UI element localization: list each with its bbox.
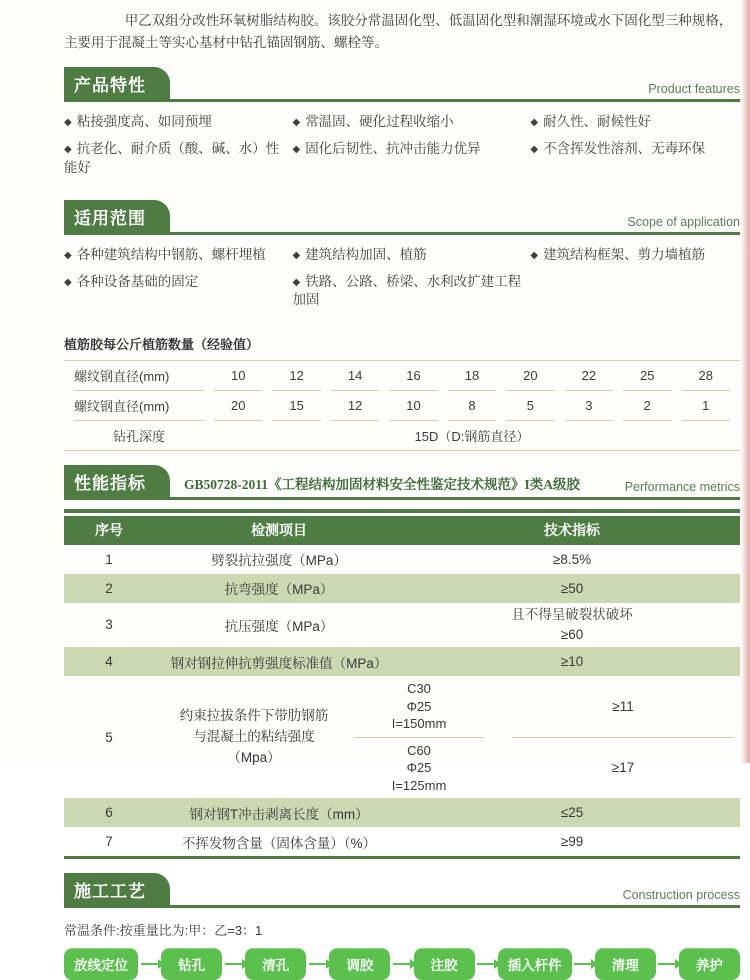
bullet-text: 建筑结构框架、剪力墙植筋 <box>543 246 706 262</box>
bullet-text: 各种设备基础的固定 <box>76 274 199 290</box>
bullet-item <box>64 113 292 131</box>
condition-line: I=125mm <box>391 777 447 793</box>
cell-value: 16 <box>389 361 437 391</box>
row-spec-value: ≥10 <box>560 654 584 669</box>
section-product-features <box>64 67 740 186</box>
row-spec-value <box>404 605 740 646</box>
diamond-bullet-icon: ◆ <box>292 117 301 129</box>
diamond-bullet-icon: ◆ <box>292 144 301 156</box>
table-row <box>64 798 740 827</box>
row-seq: 6 <box>105 805 113 821</box>
row-seq: 4 <box>105 654 113 669</box>
section-scope <box>64 200 740 319</box>
table-row <box>64 545 740 574</box>
column-header-spec: 技术指标 <box>544 522 600 538</box>
bullet-text: 耐久性、耐候性好 <box>543 114 652 130</box>
diamond-bullet-icon: ◆ <box>292 277 301 289</box>
cell-value: 25 <box>623 361 671 391</box>
section-process <box>64 873 740 980</box>
bullet-item <box>292 140 530 158</box>
intro-paragraph: 甲乙双组分改性环氧树脂结构胶。该胶分常温固化型、低温固化型和潮湿环境或水下固化型三种规格，主要用于混凝土等实心基材中钻孔锚固钢筋、螺栓等。 <box>64 13 733 50</box>
diamond-bullet-icon: ◆ <box>530 117 539 129</box>
bullet-column <box>530 113 740 186</box>
arrow-right-icon <box>225 963 243 965</box>
cell-value: 3 <box>565 391 613 421</box>
cell-value: 18 <box>448 361 496 391</box>
cell-value: 20 <box>506 361 554 391</box>
arrow-right-icon <box>309 963 327 965</box>
arrow-right-icon <box>393 963 411 965</box>
row-label: 螺纹钢直径(mm) <box>74 361 204 391</box>
bullet-item <box>64 140 292 176</box>
bullet-item <box>292 246 530 264</box>
process-step: 钻孔 <box>161 948 222 980</box>
bullet-item <box>292 113 530 131</box>
cell-value: 12 <box>331 391 379 421</box>
section-header-features <box>64 67 740 102</box>
bullet-text: 抗老化、耐介质（酸、碱、水）性能好 <box>64 141 280 175</box>
cell-value: 14 <box>331 361 379 391</box>
bullet-text: 各种建筑结构中钢筋、螺杆埋植 <box>76 246 266 262</box>
process-step: 调胶 <box>329 948 390 980</box>
standard-note: GB50728-2011《工程结构加固材料安全性鉴定技术规范》I类A级胶 <box>184 476 581 492</box>
performance-table <box>64 509 740 860</box>
row-item <box>154 706 354 769</box>
mix-ratio-note: 常温条件:按重量比为:甲：乙=3：1 <box>64 923 263 939</box>
row-item-text: 钢对钢T冲击剥离长度（mm） <box>189 806 369 822</box>
section-title-badge: 产品特性 <box>64 67 170 99</box>
process-flow-diagram <box>64 948 740 980</box>
table-row <box>64 603 740 648</box>
row-seq: 3 <box>105 617 113 633</box>
rebar-table <box>64 360 740 451</box>
cell-value: 28 <box>682 361 731 391</box>
bullet-column <box>530 246 740 319</box>
process-step: 养护 <box>679 948 740 980</box>
row-spec-value: ≥99 <box>560 834 584 850</box>
row-spec-value: ≥50 <box>560 580 584 596</box>
diamond-bullet-icon: ◆ <box>64 277 72 289</box>
cell-value: 20 <box>214 391 262 421</box>
section-title-badge: 性能指标 <box>64 465 170 497</box>
section-title-badge: 适用范围 <box>64 200 170 232</box>
bullet-item <box>64 273 292 291</box>
row-spec-value: ≤25 <box>560 805 584 821</box>
performance-table-header <box>64 516 740 545</box>
features-bullet-list <box>64 113 740 186</box>
spec-line: ≥60 <box>560 626 584 642</box>
section-title-badge: 施工工艺 <box>64 873 170 905</box>
arrow-right-icon <box>141 963 159 965</box>
bullet-text: 不含挥发性溶剂、无毒环保 <box>543 141 706 157</box>
section-title-english: Construction process <box>622 888 740 903</box>
performance-table-body <box>64 545 740 860</box>
section-title-english: Scope of application <box>627 214 740 229</box>
column-header-item: 检测项目 <box>251 522 307 538</box>
rebar-table-row <box>74 361 730 391</box>
bullet-column <box>292 246 530 319</box>
diamond-bullet-icon: ◆ <box>292 249 301 261</box>
test-conditions <box>354 676 484 738</box>
row-item-text: 不挥发物含量（固体含量）（%） <box>181 835 377 851</box>
sub-row <box>354 676 740 738</box>
rebar-table-depth-row <box>74 421 730 450</box>
scope-bullet-list <box>64 246 740 319</box>
row-spec-value: ≥17 <box>611 760 635 776</box>
condition-line: Φ25 <box>406 698 432 714</box>
rebar-table-title: 植筋胶每公斤植筋数量（经验值） <box>64 336 260 352</box>
diamond-bullet-icon: ◆ <box>64 144 72 156</box>
cell-value: 10 <box>214 361 262 391</box>
process-step: 注胶 <box>414 948 475 980</box>
process-step: 放线定位 <box>64 948 138 980</box>
row-item-text: 钢对钢拉伸抗剪强度标准值（MPa） <box>170 655 388 671</box>
cell-value: 10 <box>389 391 437 421</box>
diamond-bullet-icon: ◆ <box>530 249 539 261</box>
sub-rows <box>354 676 740 798</box>
table-row <box>64 647 740 676</box>
condition-line: C30 <box>407 681 431 696</box>
bullet-item <box>292 273 530 309</box>
section-performance <box>64 465 740 860</box>
section-header-scope <box>64 200 740 235</box>
spec-line: 且不得呈破裂状破坏 <box>511 606 633 622</box>
diamond-bullet-icon: ◆ <box>64 117 72 129</box>
bullet-item <box>530 113 740 131</box>
cell-value: 15 <box>272 391 320 421</box>
section-title-english: Performance metrics <box>624 479 740 494</box>
row-item-text: 劈裂抗拉强度（MPa） <box>211 553 347 568</box>
row-item-text: 抗压强度（MPa） <box>224 618 334 634</box>
row-seq: 1 <box>105 551 113 567</box>
condition-line: C60 <box>407 742 431 758</box>
row-label: 螺纹钢直径(mm) <box>74 391 204 421</box>
depth-value: 15D（D:钢筋直径） <box>414 428 530 444</box>
row-seq: 2 <box>105 580 113 596</box>
row-item-text: 约束拉拔条件下带肋钢筋与混凝土的粘结强度（Mpa） <box>179 707 329 765</box>
bullet-column <box>64 246 292 319</box>
bullet-item <box>530 140 740 158</box>
diamond-bullet-icon: ◆ <box>64 249 72 261</box>
row-item-text: 抗弯强度（MPa） <box>224 582 334 597</box>
bullet-item <box>64 246 292 264</box>
section-header-process <box>64 873 740 908</box>
row-spec-value: ≥11 <box>512 676 734 738</box>
process-step: 插入杆件 <box>498 948 572 980</box>
cell-value: 12 <box>272 361 320 391</box>
bullet-text: 建筑结构加固、植筋 <box>305 246 427 262</box>
condition-line: I=150mm <box>391 716 447 732</box>
bullet-text: 铁路、公路、桥梁、水利改扩建工程加固 <box>292 274 522 308</box>
bullet-text: 粘接强度高、如同预埋 <box>76 114 212 130</box>
bullet-text: 常温固、硬化过程收缩小 <box>305 114 454 130</box>
test-conditions <box>354 738 484 799</box>
diamond-bullet-icon: ◆ <box>530 144 539 156</box>
table-row <box>64 827 740 856</box>
row-label: 钻孔深度 <box>112 428 165 444</box>
arrow-right-icon <box>574 963 592 965</box>
cell-value: 22 <box>565 361 613 391</box>
bullet-column <box>292 113 530 186</box>
section-title-english: Product features <box>648 82 740 97</box>
bullet-item <box>530 246 740 264</box>
row-seq: 7 <box>105 834 113 850</box>
section-header-performance <box>64 465 740 500</box>
condition-line: Φ25 <box>406 760 432 776</box>
sub-row <box>354 738 740 799</box>
column-header-seq: 序号 <box>95 522 123 538</box>
table-row <box>64 676 740 798</box>
arrow-right-icon <box>658 963 676 965</box>
cell-value: 2 <box>623 391 671 421</box>
arrow-right-icon <box>477 963 495 965</box>
process-step: 清理 <box>595 948 656 980</box>
rebar-table-row <box>74 391 730 421</box>
bullet-column <box>64 113 292 186</box>
cell-value: 8 <box>448 391 496 421</box>
cell-value: 1 <box>682 391 731 421</box>
row-spec-value: ≥8.5% <box>552 551 592 567</box>
cell-value: 5 <box>506 391 554 421</box>
table-row <box>64 574 740 603</box>
row-seq: 5 <box>105 729 113 745</box>
process-step: 清孔 <box>245 948 306 980</box>
bullet-text: 固化后韧性、抗冲击能力优异 <box>305 141 481 157</box>
table-top-strip <box>64 509 740 513</box>
